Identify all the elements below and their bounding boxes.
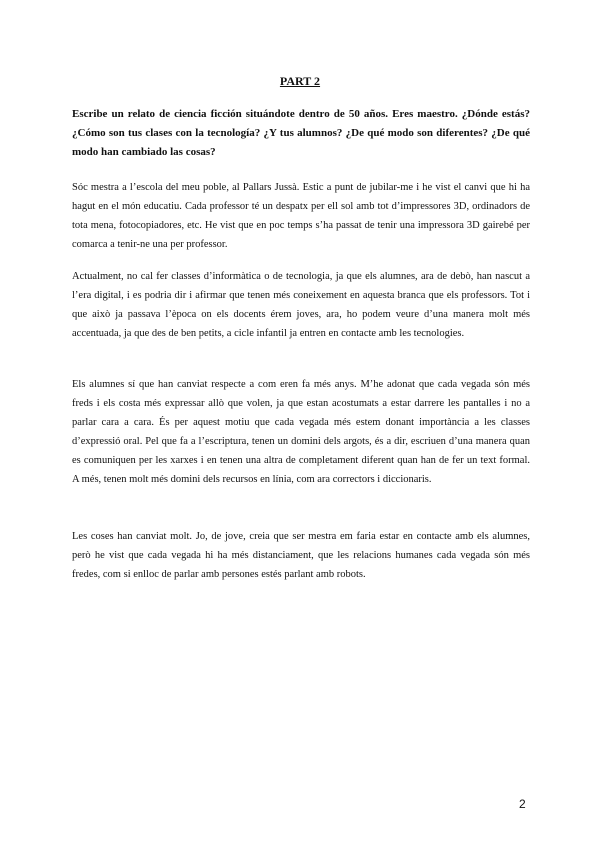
body-paragraph: Les coses han canviat molt. Jo, de jove, creia que ser mestra em faria estar en contacte amb els alumnes, però he vist que cada vegada hi ha més distanciament, que les relacions humanes cada vegada són més fredes, com si enlloc de parlar amb persones estés parlant amb robots.: [72, 531, 530, 580]
body-paragraph: Sóc mestra a l’escola del meu poble, al Pallars Jussà. Estic a punt de jubilar-me i he vist el canvi que hi ha hagut en el món educatiu. Cada professor té un despatx per ell sol amb tot d’impressores 3D, ordinadors de tota mena, fotocopiadores, etc. He vist que en poc temps s’ha passat de tenir una impressora 3D gairebé per comarca a tenir-ne una per professor.: [72, 182, 530, 250]
essay-prompt: Escribe un relato de ciencia ficción situándote dentro de 50 años. Eres maestro. ¿Dónde estás? ¿Cómo son tus clases con la tecnología? ¿Y tus alumnos? ¿De qué modo son diferentes? ¿De qué modo han cambiado las cosas?: [72, 108, 530, 158]
body-paragraph: Els alumnes sí que han canviat respecte a com eren fa més anys. M’he adonat que cada vegada són més freds i els costa més expressar allò que volen, ja que estan acostumats a estar darrere les pantalles i no a parlar cara a cara. És per aquest motiu que cada vegada més estem donant importància a les classes d’expressió oral. Pel que fa a l’escriptura, tenen un domini dels argots, és a dir, escriuen d’una manera quan es comuniquen per les xarxes i en tenen una altra de completament diferent quan han de fer un text formal. A més, tenen molt més domini dels recursos en línia, com ara correctors i diccionaris.: [72, 379, 530, 485]
body-paragraph: Actualment, no cal fer classes d’informàtica o de tecnologia, ja que els alumnes, ara de debò, han nascut a l’era digital, i es podria dir i afirmar que tenen més coneixement en aquesta branca que els professors. Tot i que això ja passava l’època on els docents érem joves, ara, ho podem veure d’una manera molt més accentuada, ja que des de ben petits, a cicle infantil ja entren en contacte amb les tecnologies.: [72, 271, 530, 339]
page-number: 2: [519, 797, 526, 811]
section-heading: PART 2: [279, 74, 321, 88]
